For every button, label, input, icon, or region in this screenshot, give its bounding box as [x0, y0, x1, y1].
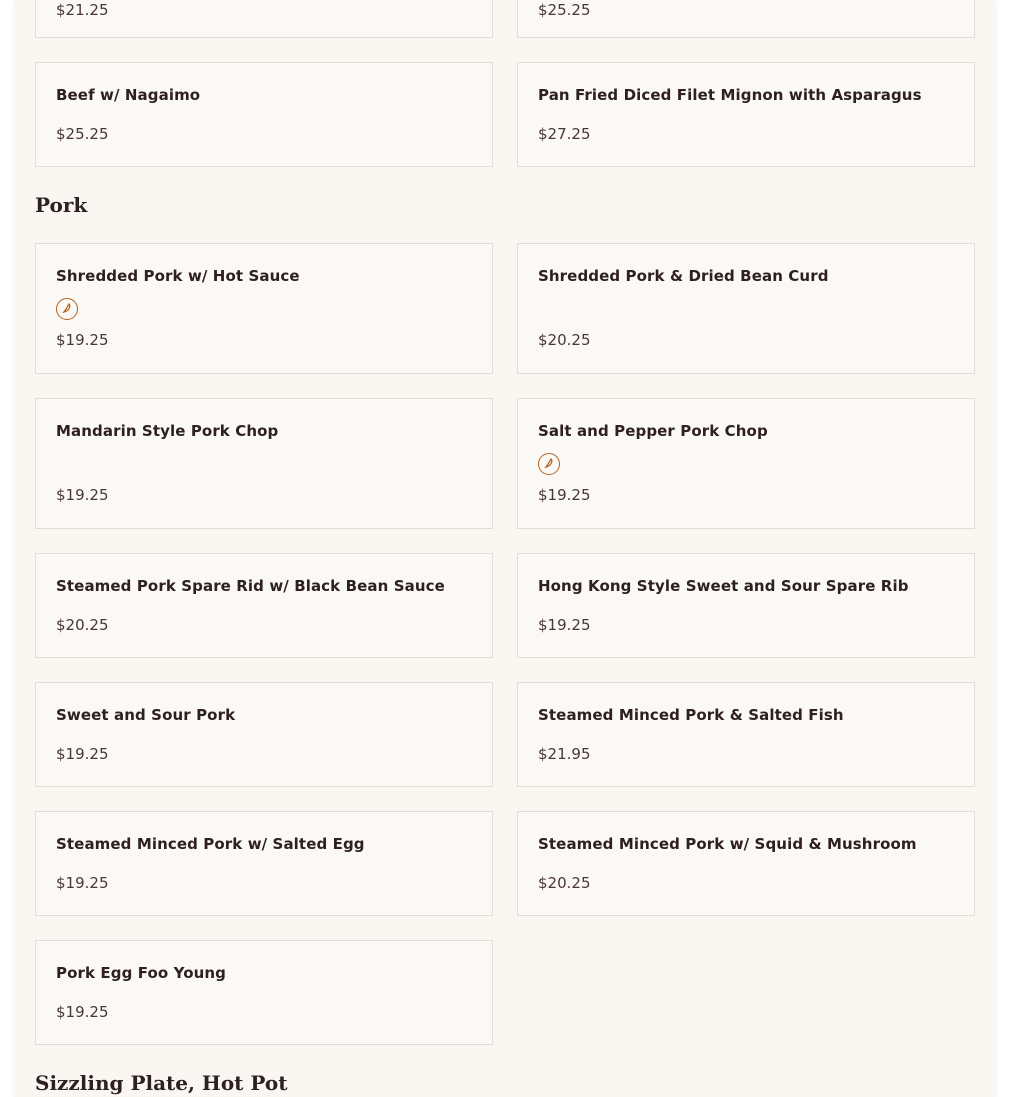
- menu-item-card[interactable]: [35, 553, 493, 658]
- item-price: $25.25: [56, 125, 109, 143]
- menu-item-card[interactable]: [35, 398, 493, 529]
- item-name: Sweet and Sour Pork: [56, 706, 236, 724]
- menu-item-card[interactable]: [35, 62, 493, 167]
- chili-pepper-icon: [538, 453, 560, 475]
- item-price: $19.25: [538, 486, 591, 504]
- menu-item-card[interactable]: [35, 682, 493, 787]
- item-price: $19.25: [56, 874, 109, 892]
- item-name: Mandarin Style Pork Chop: [56, 422, 279, 440]
- item-name: Pan Fried Diced Filet Mignon with Asparagus: [538, 86, 922, 104]
- item-price: $19.25: [56, 331, 109, 349]
- item-price: $27.25: [538, 125, 591, 143]
- item-price: $19.25: [538, 616, 591, 634]
- menu-item-card[interactable]: [517, 243, 975, 374]
- item-name: Steamed Minced Pork w/ Squid & Mushroom: [538, 835, 917, 853]
- item-name: Pork Egg Foo Young: [56, 964, 226, 982]
- item-price: $25.25: [538, 1, 591, 19]
- menu-item-card[interactable]: [517, 398, 975, 529]
- item-name: Steamed Minced Pork & Salted Fish: [538, 706, 844, 724]
- item-price: $20.25: [538, 331, 591, 349]
- menu-item-card[interactable]: [517, 0, 975, 38]
- item-name: Beef w/ Nagaimo: [56, 86, 201, 104]
- item-name: Hong Kong Style Sweet and Sour Spare Rib: [538, 577, 909, 595]
- item-price: $21.25: [56, 1, 109, 19]
- item-price: $21.95: [538, 745, 591, 763]
- menu-item-card[interactable]: [35, 0, 493, 38]
- item-price: $19.25: [56, 745, 109, 763]
- item-name: Salt and Pepper Pork Chop: [538, 422, 768, 440]
- item-name: Steamed Minced Pork w/ Salted Egg: [56, 835, 365, 853]
- menu-item-card[interactable]: [517, 553, 975, 658]
- section-title-sizzling: Sizzling Plate, Hot Pot: [35, 1071, 288, 1095]
- item-name: Shredded Pork & Dried Bean Curd: [538, 267, 829, 285]
- item-price: $20.25: [56, 616, 109, 634]
- item-name: Steamed Pork Spare Rid w/ Black Bean Sauce: [56, 577, 445, 595]
- item-name: Shredded Pork w/ Hot Sauce: [56, 267, 300, 285]
- item-price: $19.25: [56, 486, 109, 504]
- section-title-pork: Pork: [35, 193, 88, 217]
- chili-pepper-icon: [56, 298, 78, 320]
- menu-item-card[interactable]: [517, 62, 975, 167]
- menu-item-card[interactable]: [517, 682, 975, 787]
- menu-item-card[interactable]: [35, 940, 493, 1045]
- item-price: $19.25: [56, 1003, 109, 1021]
- menu-item-card[interactable]: [517, 811, 975, 916]
- menu-item-card[interactable]: [35, 811, 493, 916]
- item-price: $20.25: [538, 874, 591, 892]
- menu-item-card[interactable]: [35, 243, 493, 374]
